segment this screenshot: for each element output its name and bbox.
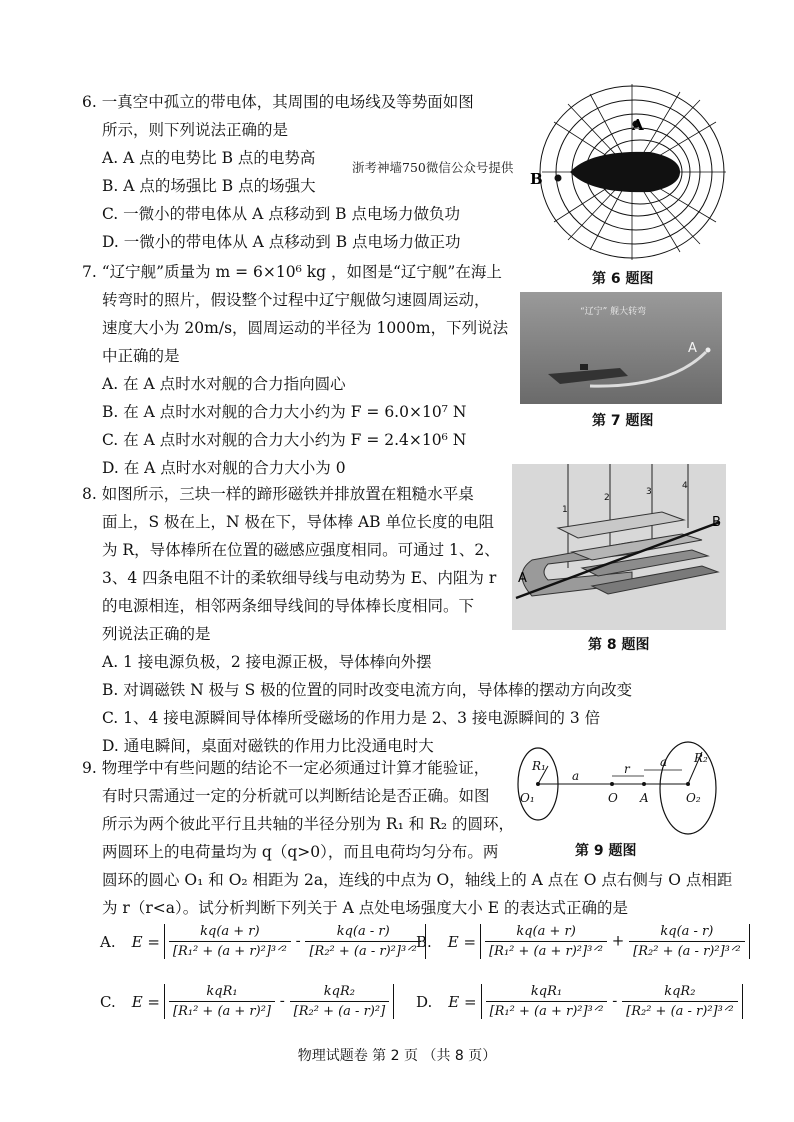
figure-8-caption: 第 8 题图 [588,637,650,653]
figure-6-field-lines [530,78,730,264]
fig7-label-a: A [688,341,697,356]
fig6-label-b: B [530,170,543,188]
fig9-label-r: r [624,762,630,776]
fig8-wire-2: 2 [604,493,610,503]
watermark-text: 浙考神墙750微信公众号提供 [352,160,514,175]
q9-option-a: A. E = $\frac{kq(a + r)}{\text{[R₁² + (a + r)²]³ᐟ²}}$ - $\frac{kq(a - r)}{\text{[R₂² + (a - r)²]³ᐟ²}}$ [100,924,426,959]
page-footer: 物理试题卷 第 2 页 （共 8 页） [297,1048,497,1064]
fig6-label-a: A [632,116,644,134]
fig9-label-a-left: a [572,769,580,783]
fig8-label-a: A [518,571,527,586]
q8-stem-line2: 面上，S 极在上，N 极在下，导体棒 AB 单位长度的电阻 [102,513,494,531]
fig8-wire-1: 1 [562,505,568,515]
fig9-label-r2: R₂ [694,751,708,765]
q8-stem-line1: 8. 如图所示，三块一样的蹄形磁铁并排放置在粗糙水平桌 [82,485,474,503]
q6-stem-line1: 6. 一真空中孤立的带电体，其周围的电场线及等势面如图 [82,93,474,111]
q8-option-a: A. 1 接电源负极，2 接电源正极，导体棒向外摆 [102,653,432,671]
fig8-wire-3: 3 [646,487,652,497]
figure-9-rings [512,740,722,840]
fig9-label-o2: O₂ [686,791,701,805]
figure-7-photo [520,292,722,404]
q8-option-b: B. 对调磁铁 N 极与 S 极的位置的同时改变电流方向，导体棒的摆动方向改变 [102,681,633,699]
q6-stem-line2: 所示，则下列说法正确的是 [102,121,289,139]
q6-option-b: B. A 点的场强比 B 点的场强大 [102,177,316,195]
q7-option-b: B. 在 A 点时水对舰的合力大小约为 F = 6.0×10⁷ N [102,403,467,421]
figure-7-caption: 第 7 题图 [592,413,654,429]
figure-9-caption: 第 9 题图 [575,843,637,859]
fig9-label-a-right: a [660,755,668,769]
fig7-photo-text: “辽宁” 舰大转弯 [580,307,647,317]
q9-option-b: B. E = $\frac{kq(a + r)}{\text{[R₁² + (a + r)²]³ᐟ²}}$ + $\frac{kq(a - r)}{\text{[R₂² + (a - r)²]³ᐟ²}}$ [416,924,750,959]
q6-option-d: D. 一微小的带电体从 A 点移动到 B 点电场力做正功 [102,233,461,251]
q7-stem-line1: 7. “辽宁舰”质量为 m = 6×10⁶ kg ，如图是“辽宁舰”在海上 [82,263,502,281]
figure-6-caption: 第 6 题图 [592,271,654,287]
q8-stem-line4: 3、4 四条电阻不计的柔软细导线与电动势为 E、内阻为 r [102,569,497,587]
q7-stem-line2: 转弯时的照片，假设整个过程中辽宁舰做匀速圆周运动， [102,291,490,309]
q9-stem-line3: 所示为两个彼此平行且共轴的半径分别为 R₁ 和 R₂ 的圆环， [102,815,514,833]
fig9-label-o: O [608,791,618,805]
q9-stem-line2: 有时只需通过一定的分析就可以判断结论是否正确。如图 [102,787,490,805]
fig9-label-o1: O₁ [520,791,535,805]
fig8-label-b: B [712,515,721,530]
q9-stem-line6: 为 r（r<a）。试分析判断下列关于 A 点处电场强度大小 E 的表达式正确的是 [102,899,628,917]
q8-stem-line3: 为 R，导体棒所在位置的磁感应强度相同。可通过 1、2、 [102,541,500,559]
q7-stem-line3: 速度大小为 20m/s，圆周运动的半径为 1000m，下列说法 [102,319,509,337]
q9-option-d: D. E = $\frac{\text{kqR₁}}{\text{[R₁² + (a + r)²]³ᐟ²}}$ - $\frac{\text{kqR₂}}{\text{[R₂² + (a - r)²]³ᐟ²}}$ [416,984,743,1019]
fig8-wire-4: 4 [682,481,688,491]
figure-8-magnets [512,464,726,630]
q7-option-d: D. 在 A 点时水对舰的合力大小为 0 [102,459,346,477]
q7-stem-line4: 中正确的是 [102,347,180,365]
q6-option-c: C. 一微小的带电体从 A 点移动到 B 点电场力做负功 [102,205,460,223]
q8-option-c: C. 1、4 接电源瞬间导体棒所受磁场的作用力是 2、3 接电源瞬间的 3 倍 [102,709,601,727]
fig9-label-r1: R₁ [532,759,546,773]
q8-stem-line6: 列说法正确的是 [102,625,211,643]
q7-option-a: A. 在 A 点时水对舰的合力指向圆心 [102,375,346,393]
q9-stem-line4: 两圆环上的电荷量均为 q（q>0），而且电荷均匀分布。两 [102,843,499,861]
q9-stem-line1: 9. 物理学中有些问题的结论不一定必须通过计算才能验证， [82,759,490,777]
q9-stem-line5: 圆环的圆心 O₁ 和 O₂ 相距为 2a，连线的中点为 O，轴线上的 A 点在 O 点右侧与 O 点相距 [102,871,733,889]
q9-option-c: C. E = $\frac{\text{kqR₁}}{\text{[R₁² + (a + r)²]}}$ - $\frac{\text{kqR₂}}{\text{[R₂² + (a - r)²]}}$ [100,984,394,1019]
q8-option-d: D. 通电瞬间，桌面对磁铁的作用力比没通电时大 [102,737,434,755]
q7-option-c: C. 在 A 点时水对舰的合力大小约为 F = 2.4×10⁶ N [102,431,467,449]
q8-stem-line5: 的电源相连，相邻两条细导线间的导体棒长度相同。下 [102,597,475,615]
fig9-label-a-point: A [640,791,649,805]
q6-option-a: A. A 点的电势比 B 点的电势高 [102,149,316,167]
